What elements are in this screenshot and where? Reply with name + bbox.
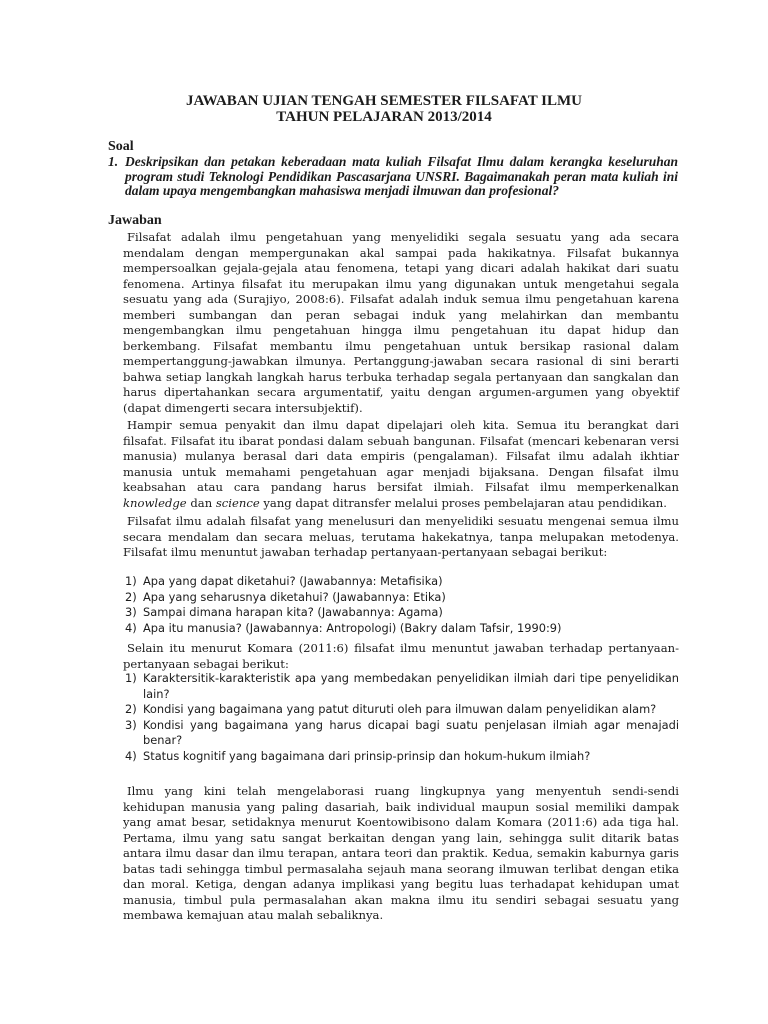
answer-paragraph-3: Filsafat ilmu adalah filsafat yang menelusuri dan menyelidiki sesuatu mengenai semua ilmu secara mendalam dan secara meluas, terutama hakekatnya, tanpa melupakan metodenya. Filsafat ilmu menuntut jawaban terhadap pertanyaan-pertanyaan sebagai berikut: [123, 514, 679, 559]
list-text: Apa yang seharusnya diketahui? (Jawabannya: Etika) [143, 589, 446, 604]
paragraph-2-text-b: dan [186, 495, 216, 510]
list-number: 2) [125, 589, 137, 604]
list-text: Kondisi yang bagaimana yang patut dituruti oleh para ilmuwan dalam penyelidikan alam? [143, 702, 657, 716]
list-number: 1) [125, 671, 137, 685]
jawaban-heading: Jawaban [108, 213, 162, 228]
question-text: Deskripsikan dan petakan keberadaan mata kuliah Filsafat Ilmu dalam kerangka keseluruhan program studi Teknologi Pendidikan Pascasarjana UNSRI. Bagaimanakah peran mata kuliah ini dalam upaya mengembangkan mahasiswa menjadi ilmuwan dan profesional? [125, 154, 678, 199]
list-item [125, 671, 679, 702]
list-text: Karaktersitik-karakteristik apa yang membedakan penyelidikan ilmiah dari tipe penyelidikan lain? [143, 671, 679, 701]
term-knowledge: knowledge [123, 495, 187, 510]
list-text: Apa yang dapat diketahui? (Jawabannya: Metafisika) [143, 574, 443, 588]
list-text: Apa itu manusia? (Jawabannya: Antropologi) (Bakry dalam Tafsir, 1990:9) [143, 620, 562, 635]
list-number: 3) [125, 717, 137, 732]
question-number: 1. [108, 154, 119, 169]
question-item [108, 155, 678, 199]
paragraph-2-text-c: yang dapat ditransfer melalui proses pembelajaran atau pendidikan. [259, 495, 667, 510]
list-number: 4) [125, 620, 137, 635]
list-item [125, 702, 679, 718]
answer-paragraph-2 [123, 418, 679, 511]
document-title-line2: TAHUN PELAJARAN 2013/2014 [276, 109, 492, 125]
list-item [125, 749, 679, 765]
list-item [125, 718, 679, 749]
list-number: 2) [125, 702, 137, 716]
answer-paragraph-1: Filsafat adalah ilmu pengetahuan yang menyelidiki segala sesuatu yang ada secara mendalam dengan mempergunakan akal sampai pada hakikatnya. Filsafat bukannya mempersoalkan gejala-gejala atau fenomena, tetapi yang dicari adalah hakikat dari suatu fenomena. Artinya filsafat itu merupakan ilmu yang digunakan untuk mengetahui segala sesuatu yang ada (Surajiyo, 2008:6). Filsafat adalah induk semua ilmu pengetahuan karena memberi sumbangan dan peran sebagai induk yang melahirkan dan membantu mengembangkan ilmu pengetahuan hingga ilmu pengetahuan itu dapat hidup dan berkembang. Filsafat membantu ilmu pengetahuan untuk bersikap rasional dalam mempertanggung-jawabkan ilmunya. Pertanggung-jawaban secara rasional di sini berarti bahwa setiap langkah langkah harus terbuka terhadap segala pertanyaan dan sangkalan dan harus dipertahankan secara argumentatif, yaitu dengan argumen-argumen yang obyektif (dapat dimengerti secara intersubjektif). [123, 230, 679, 415]
list-number: 4) [125, 748, 137, 763]
list-number: 3) [125, 605, 137, 619]
document-title-line1: JAWABAN UJIAN TENGAH SEMESTER FILSAFAT ILMU [185, 93, 583, 109]
list-item [125, 621, 679, 637]
list-item [125, 590, 679, 606]
answer-paragraph-4: Selain itu menurut Komara (2011:6) filsafat ilmu menuntut jawaban terhadap pertanyaan-pertanyaan sebagai berikut: [123, 641, 679, 671]
question-list-1 [125, 574, 679, 636]
list-item [125, 605, 679, 621]
list-item [125, 574, 679, 590]
answer-paragraph-5: Ilmu yang kini telah mengelaborasi ruang lingkupnya yang menyentuh sendi-sendi kehidupan manusia yang paling dasariah, baik individual maupun sosial memiliki dampak yang amat besar, setidaknya menurut Koentowibisono dalam Komara (2011:6) ada tiga hal. Pertama, ilmu yang satu sangat berkaitan dengan yang lain, sehingga sulit ditarik batas antara ilmu dasar dan ilmu terapan, antara teori dan praktik. Kedua, semakin kaburnya garis batas tadi sehingga timbul permasalaha sejauh mana seorang ilmuwan terlibat dengan etika dan moral. Ketiga, dengan adanya implikasi yang begitu luas terhadapat kehidupan umat manusia, timbul pula permasalahan akan makna ilmu itu sendiri sebagai sesuatu yang membawa kemajuan atau malah sebaliknya. [123, 784, 679, 922]
term-science: science [215, 495, 260, 510]
list-text: Status kognitif yang bagaimana dari prinsip-prinsip dan hokum-hukum ilmiah? [143, 748, 591, 763]
paragraph-2-text-a: Hampir semua penyakit dan ilmu dapat dipelajari oleh kita. Semua itu berangkat dari filsafat. Filsafat itu ibarat pondasi dalam sebuah bangunan. Filsafat (mencari kebenaran versi manusia) mulanya berasal dari data empiris (pengalaman). Filsafat ilmu adalah ikhtiar manusia untuk memahami pengetahuan agar menjadi bijaksana. Dengan filsafat ilmu keabsahan atau cara pandang harus bersifat ilmiah. Filsafat ilmu memperkenalkan [123, 418, 679, 494]
list-number: 1) [125, 574, 137, 588]
soal-heading: Soal [108, 139, 134, 154]
list-text: Kondisi yang bagaimana yang harus dicapai bagi suatu penjelasan ilmiah agar menajadi benar? [143, 717, 679, 747]
question-list-2 [125, 671, 679, 764]
list-text: Sampai dimana harapan kita? (Jawabannya: Agama) [143, 605, 443, 619]
